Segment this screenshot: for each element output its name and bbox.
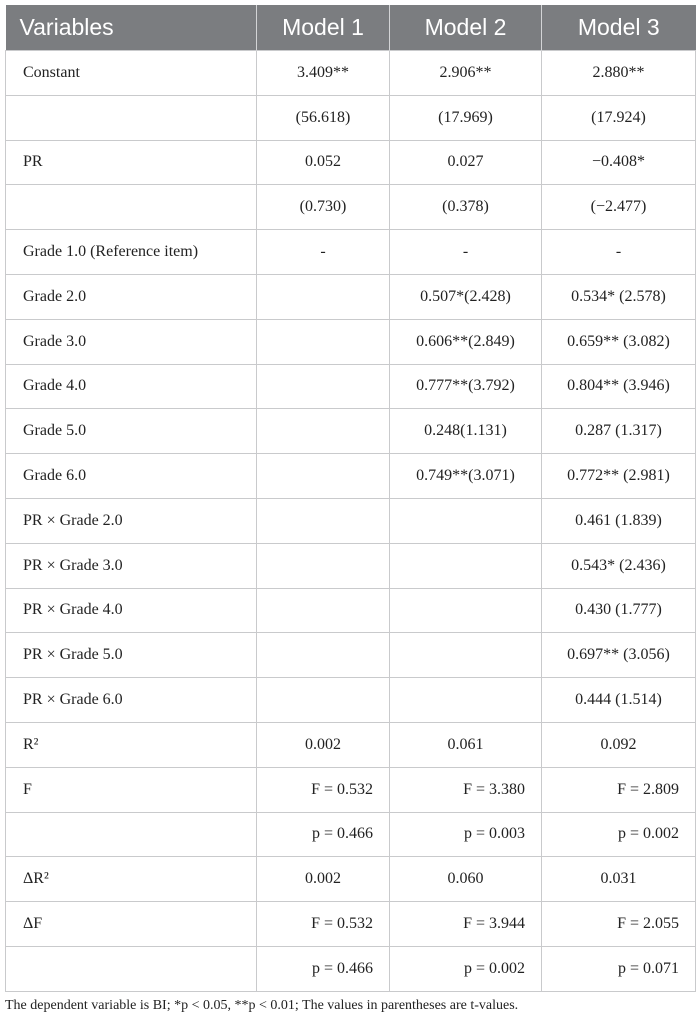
cell-model-1: F = 0.532 xyxy=(257,902,390,947)
cell-model-2: 0.777**(3.792) xyxy=(390,364,542,409)
cell-model-2: 0.606**(2.849) xyxy=(390,319,542,364)
cell-model-2 xyxy=(390,498,542,543)
row-label: Grade 6.0 xyxy=(6,454,257,499)
cell-model-3: 2.880** xyxy=(542,51,696,96)
cell-model-1: p = 0.466 xyxy=(257,946,390,991)
table-footnote: The dependent variable is BI; *p < 0.05, **p < 0.01; The values in parentheses are t-values. xyxy=(5,997,519,1013)
header-model-2: Model 2 xyxy=(390,5,542,51)
cell-model-1 xyxy=(257,633,390,678)
regression-table-container xyxy=(5,5,695,1014)
row-label xyxy=(6,812,257,857)
cell-model-3: 0.092 xyxy=(542,722,696,767)
table-row xyxy=(6,364,696,409)
table-row xyxy=(6,633,696,678)
cell-model-3: (−2.477) xyxy=(542,185,696,230)
cell-model-1 xyxy=(257,274,390,319)
table-row xyxy=(6,95,696,140)
table-row xyxy=(6,543,696,588)
row-label: PR × Grade 3.0 xyxy=(6,543,257,588)
cell-model-1: (56.618) xyxy=(257,95,390,140)
table-row xyxy=(6,185,696,230)
cell-model-3: 0.461 (1.839) xyxy=(542,498,696,543)
table-row xyxy=(6,678,696,723)
cell-model-2: 0.060 xyxy=(390,857,542,902)
cell-model-2: p = 0.002 xyxy=(390,946,542,991)
cell-model-1 xyxy=(257,498,390,543)
cell-model-1: 0.002 xyxy=(257,722,390,767)
cell-model-2: 0.507*(2.428) xyxy=(390,274,542,319)
table-row xyxy=(6,812,696,857)
row-label xyxy=(6,95,257,140)
cell-model-2: 0.061 xyxy=(390,722,542,767)
cell-model-2: F = 3.380 xyxy=(390,767,542,812)
cell-model-1: - xyxy=(257,230,390,275)
table-row xyxy=(6,902,696,947)
cell-model-3: 0.772** (2.981) xyxy=(542,454,696,499)
cell-model-1 xyxy=(257,543,390,588)
cell-model-2: (0.378) xyxy=(390,185,542,230)
table-row xyxy=(6,230,696,275)
row-label: ΔF xyxy=(6,902,257,947)
cell-model-1: p = 0.466 xyxy=(257,812,390,857)
cell-model-3: F = 2.055 xyxy=(542,902,696,947)
cell-model-3: (17.924) xyxy=(542,95,696,140)
row-label: Grade 4.0 xyxy=(6,364,257,409)
table-row xyxy=(6,319,696,364)
cell-model-3: F = 2.809 xyxy=(542,767,696,812)
cell-model-2 xyxy=(390,678,542,723)
table-row xyxy=(6,51,696,96)
cell-model-1 xyxy=(257,319,390,364)
cell-model-1: (0.730) xyxy=(257,185,390,230)
header-model-1: Model 1 xyxy=(257,5,390,51)
table-row xyxy=(6,946,696,991)
row-label: ΔR² xyxy=(6,857,257,902)
table-row xyxy=(6,274,696,319)
cell-model-1: F = 0.532 xyxy=(257,767,390,812)
cell-model-3: 0.697** (3.056) xyxy=(542,633,696,678)
cell-model-3: p = 0.071 xyxy=(542,946,696,991)
cell-model-2: - xyxy=(390,230,542,275)
regression-table xyxy=(5,5,696,992)
row-label xyxy=(6,185,257,230)
cell-model-3: −0.408* xyxy=(542,140,696,185)
table-body xyxy=(6,51,696,992)
cell-model-3: 0.430 (1.777) xyxy=(542,588,696,633)
header-variables: Variables xyxy=(6,5,257,51)
cell-model-3: 0.659** (3.082) xyxy=(542,319,696,364)
table-row xyxy=(6,409,696,454)
row-label: Grade 2.0 xyxy=(6,274,257,319)
cell-model-2: 0.027 xyxy=(390,140,542,185)
cell-model-2 xyxy=(390,543,542,588)
row-label: R² xyxy=(6,722,257,767)
cell-model-3: 0.534* (2.578) xyxy=(542,274,696,319)
cell-model-2: (17.969) xyxy=(390,95,542,140)
cell-model-2: 0.248(1.131) xyxy=(390,409,542,454)
header-row xyxy=(6,5,696,51)
cell-model-2 xyxy=(390,588,542,633)
table-header xyxy=(6,5,696,51)
row-label: PR × Grade 4.0 xyxy=(6,588,257,633)
row-label: PR × Grade 2.0 xyxy=(6,498,257,543)
cell-model-3: 0.444 (1.514) xyxy=(542,678,696,723)
row-label: F xyxy=(6,767,257,812)
cell-model-3: 0.804** (3.946) xyxy=(542,364,696,409)
cell-model-3: 0.031 xyxy=(542,857,696,902)
header-model-3: Model 3 xyxy=(542,5,696,51)
table-row xyxy=(6,767,696,812)
cell-model-1 xyxy=(257,409,390,454)
cell-model-2 xyxy=(390,633,542,678)
table-row xyxy=(6,857,696,902)
row-label: Grade 5.0 xyxy=(6,409,257,454)
table-row xyxy=(6,498,696,543)
row-label xyxy=(6,946,257,991)
cell-model-1: 0.052 xyxy=(257,140,390,185)
cell-model-2: p = 0.003 xyxy=(390,812,542,857)
table-row xyxy=(6,722,696,767)
table-row xyxy=(6,454,696,499)
cell-model-1: 0.002 xyxy=(257,857,390,902)
row-label: Grade 3.0 xyxy=(6,319,257,364)
row-label: PR × Grade 5.0 xyxy=(6,633,257,678)
cell-model-1 xyxy=(257,678,390,723)
cell-model-1: 3.409** xyxy=(257,51,390,96)
cell-model-3: 0.543* (2.436) xyxy=(542,543,696,588)
cell-model-1 xyxy=(257,454,390,499)
cell-model-2: F = 3.944 xyxy=(390,902,542,947)
cell-model-3: p = 0.002 xyxy=(542,812,696,857)
cell-model-1 xyxy=(257,364,390,409)
cell-model-2: 0.749**(3.071) xyxy=(390,454,542,499)
table-row xyxy=(6,140,696,185)
table-row xyxy=(6,588,696,633)
row-label: PR xyxy=(6,140,257,185)
row-label: PR × Grade 6.0 xyxy=(6,678,257,723)
cell-model-3: - xyxy=(542,230,696,275)
cell-model-1 xyxy=(257,588,390,633)
row-label: Constant xyxy=(6,51,257,96)
cell-model-3: 0.287 (1.317) xyxy=(542,409,696,454)
cell-model-2: 2.906** xyxy=(390,51,542,96)
row-label: Grade 1.0 (Reference item) xyxy=(6,230,257,275)
